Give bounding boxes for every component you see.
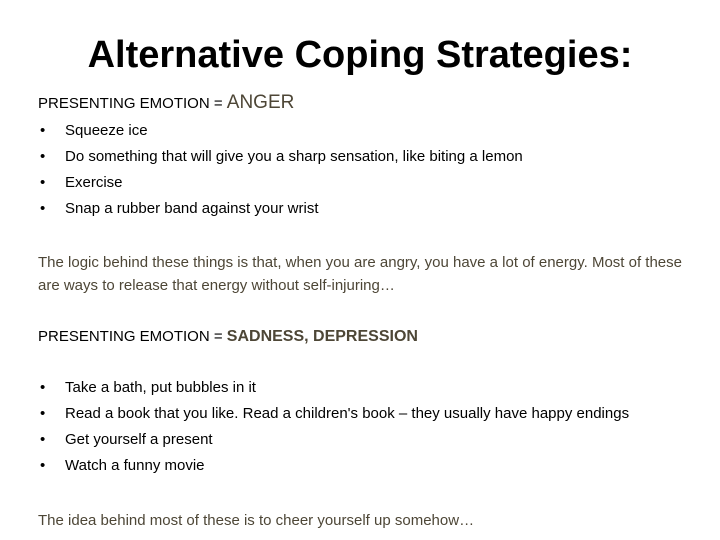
anger-item: Snap a rubber band against your wrist <box>65 200 319 217</box>
sadness-emotion-label: SADNESS, DEPRESSION <box>226 328 418 345</box>
bullet-icon: • <box>40 122 46 139</box>
anger-item: Squeeze ice <box>65 122 148 139</box>
bullet-icon: • <box>40 457 46 474</box>
bullet-icon: • <box>40 431 46 448</box>
sadness-item: Get yourself a present <box>65 431 213 448</box>
anger-emotion-label: ANGER <box>226 92 295 113</box>
sadness-item: Watch a funny movie <box>65 457 205 474</box>
sadness-heading-prefix: PRESENTING EMOTION = <box>38 328 227 345</box>
anger-explanation: The logic behind these things is that, when you are angry, you have a lot of energy. Most of these are ways to release that energy without self-injuring… <box>38 254 682 294</box>
bullet-icon: • <box>40 200 46 217</box>
sadness-item: Take a bath, put bubbles in it <box>65 379 256 396</box>
sadness-heading <box>38 327 418 347</box>
bullet-icon: • <box>40 174 46 191</box>
anger-heading <box>38 93 294 114</box>
bullet-icon: • <box>40 405 46 422</box>
bullet-icon: • <box>40 379 46 396</box>
slide-title: Alternative Coping Strategies: <box>87 34 633 76</box>
anger-heading-prefix: PRESENTING EMOTION = <box>38 95 227 112</box>
sadness-explanation: The idea behind most of these is to cheer yourself up somehow… <box>38 512 475 529</box>
anger-item: Do something that will give you a sharp sensation, like biting a lemon <box>65 148 523 165</box>
anger-item: Exercise <box>65 174 123 191</box>
bullet-icon: • <box>40 148 46 165</box>
sadness-item: Read a book that you like. Read a children's book – they usually have happy endings <box>65 405 630 422</box>
